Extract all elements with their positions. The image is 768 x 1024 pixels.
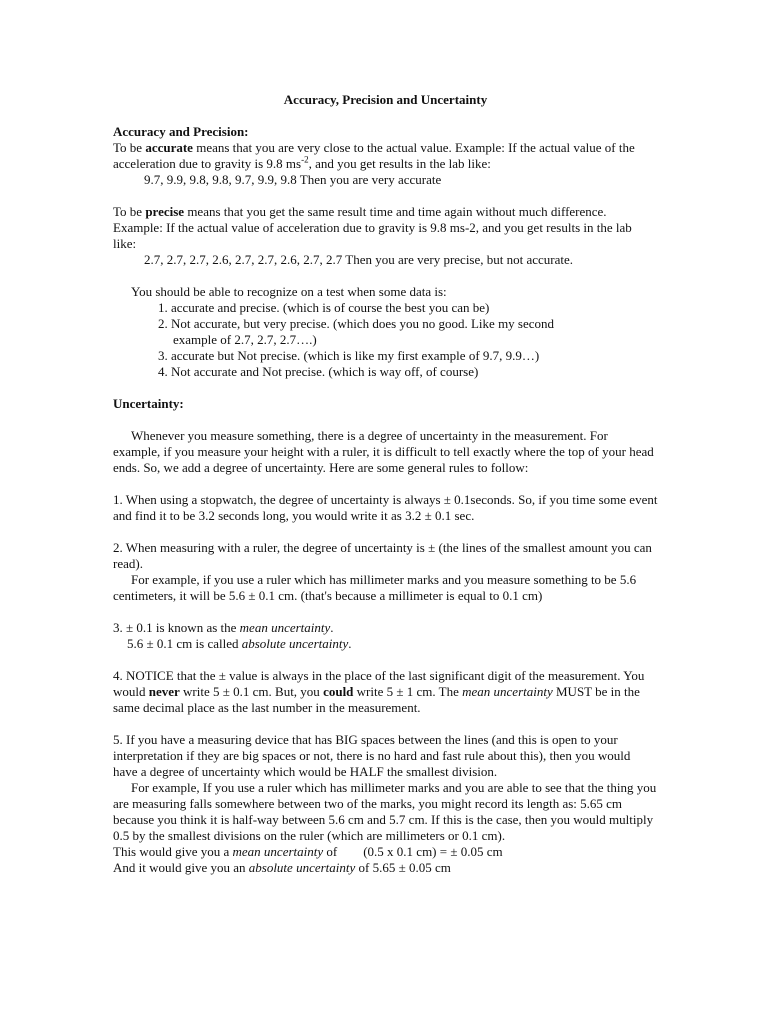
page-title: Accuracy, Precision and Uncertainty — [283, 92, 488, 107]
rule-2: 2. When measuring with a ruler, the degree of uncertainty is ± (the lines of the smallest amount you can read). — [113, 540, 652, 571]
document-page — [113, 92, 658, 876]
rule-5-mean — [113, 844, 658, 860]
superscript: -2 — [301, 154, 309, 165]
text-run: This would give you a — [113, 844, 233, 859]
text-run: . — [330, 620, 334, 635]
text-run: . — [348, 636, 352, 651]
rule-3-absolute — [113, 636, 658, 652]
text-run: MUST be in the same decimal place as the last number in the measurement. — [113, 684, 640, 715]
text-run: 4. NOTICE that the ± value is always in the place of the last significant digit of the measurement. You would — [113, 668, 645, 699]
list-item: 3. accurate but Not precise. (which is like my first example of 9.7, 9.9…) — [158, 348, 540, 363]
rule-2-example: For example, if you use a ruler which has millimeter marks and you measure something to be 5.6 centimeters, it will be 5.6 ± 0.1 cm. (that's because a millimeter is equal to 0.1 cm) — [113, 572, 637, 603]
list-item: 4. Not accurate and Not precise. (which is way off, of course) — [158, 364, 479, 379]
term-absolute-uncertainty: absolute uncertainty — [248, 860, 356, 875]
list-item-continuation: example of 2.7, 2.7, 2.7….) — [173, 332, 317, 347]
recognize-intro: You should be able to recognize on a test when some data is: — [131, 284, 447, 299]
text-run: means that you get the same result time and time again without much difference. Example: If the actual value of acceleration due to gravity is 9.8 ms-2, and you get results in the lab like: — [113, 204, 632, 251]
section-heading-uncertainty: Uncertainty: — [113, 396, 184, 411]
section-heading-accuracy: Accuracy and Precision: — [113, 124, 249, 139]
text-run: write 5 ± 1 cm. The — [353, 684, 463, 699]
text-run: , and you get results in the lab like: — [308, 156, 491, 171]
precise-paragraph — [113, 204, 658, 252]
accurate-paragraph — [113, 140, 658, 172]
text-run: To be — [113, 140, 146, 155]
text-run: And it would give you an — [113, 860, 249, 875]
text-run: 5.6 ± 0.1 cm is called — [127, 636, 242, 651]
term-mean-uncertainty: mean uncertainty — [462, 684, 553, 699]
term-could: could — [323, 684, 354, 699]
text-run: means that you are very close to the actual value. Example: If the actual value of the acceleration due to gravity is 9.8 ms — [113, 140, 635, 171]
text-run: of 5.65 ± 0.05 cm — [355, 860, 451, 875]
text-run: of (0.5 x 0.1 cm) = ± 0.05 cm — [323, 844, 503, 859]
rule-3 — [113, 620, 658, 636]
uncertainty-intro: Whenever you measure something, there is a degree of uncertainty in the measurement. For example, if you measure your height with a ruler, it is difficult to tell exactly where the top of your head ends. So, we add a degree of uncertainty. Here are some general rules to follow: — [113, 428, 654, 475]
precise-data-line: 2.7, 2.7, 2.7, 2.6, 2.7, 2.7, 2.6, 2.7, 2.7 Then you are very precise, but not accurate. — [144, 252, 574, 267]
list-item: 2. Not accurate, but very precise. (which does you no good. Like my second — [158, 316, 555, 331]
list-item: 1. accurate and precise. (which is of course the best you can be) — [158, 300, 490, 315]
accurate-data-line: 9.7, 9.9, 9.8, 9.8, 9.7, 9.9, 9.8 Then you are very accurate — [144, 172, 442, 187]
term-precise: precise — [145, 204, 185, 219]
term-mean-uncertainty: mean uncertainty — [239, 620, 331, 635]
text-run: 3. ± 0.1 is known as the — [113, 620, 240, 635]
rule-5-absolute — [113, 860, 658, 876]
rule-5-example: For example, If you use a ruler which has millimeter marks and you are able to see that the thing you are measuring falls somewhere between two of the marks, you might record its length as: 5.65 cm because you think it is half-way between 5.6 cm and 5.7 cm. If this is the case, then you would multiply 0.5 by the smallest divisions on the ruler (which are millimeters or 0.1 cm). — [113, 780, 657, 843]
rule-1: 1. When using a stopwatch, the degree of uncertainty is always ± 0.1seconds. So, if you time some event and find it to be 3.2 seconds long, you would write it as 3.2 ± 0.1 sec. — [113, 492, 658, 523]
term-mean-uncertainty: mean uncertainty — [232, 844, 324, 859]
text-run: To be — [113, 204, 146, 219]
rule-5: 5. If you have a measuring device that has BIG spaces between the lines (and this is open to your interpretation if they are big spaces or not, there is no hard and fast rule about this), then you would have a degree of uncertainty which would be HALF the smallest division. — [113, 732, 631, 779]
rule-4 — [113, 668, 658, 716]
term-never: never — [148, 684, 180, 699]
text-run: write 5 ± 0.1 cm. But, you — [179, 684, 324, 699]
term-absolute-uncertainty: absolute uncertainty — [241, 636, 349, 651]
term-accurate: accurate — [145, 140, 193, 155]
